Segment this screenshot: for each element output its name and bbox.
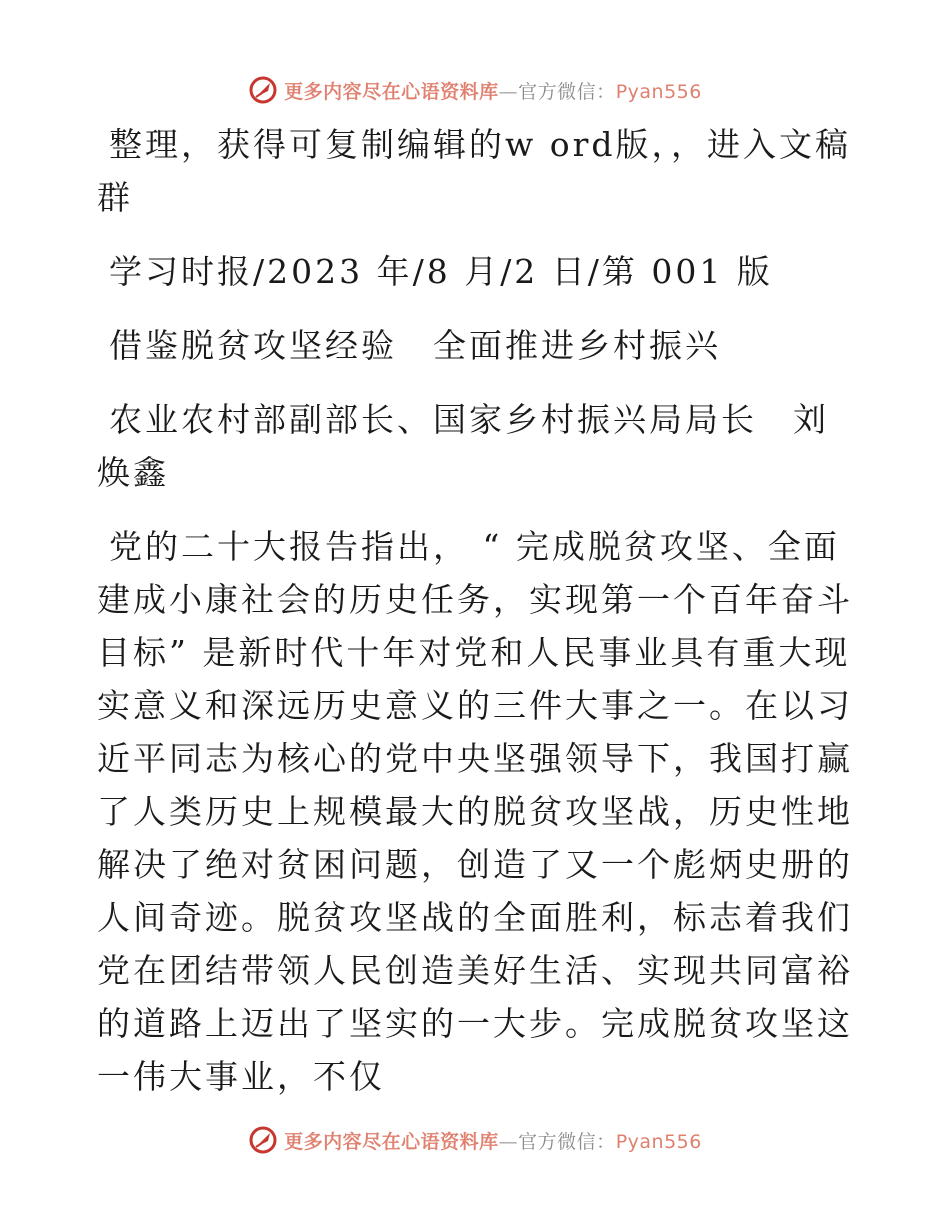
quill-logo-icon bbox=[248, 1125, 278, 1155]
watermark-wechat-id: Pyan556 bbox=[615, 80, 702, 103]
intro-paragraph: 整理，获得可复制编辑的w ord版，，进入文稿群 bbox=[97, 125, 852, 217]
body-paragraph: 党的二十大报告指出， “ 完成脱贫攻坚、全面建成小康社会的历史任务，实现第一个百年奋斗目标” 是新时代十年对党和人民事业具有重大现实意义和深远历史意义的三件大事之一。在以习近平同志为核心的党中央坚强领导下，我国打赢了人类历史上规模最大的脱贫攻坚战，历史性地解决了绝对贫困问题，创造了又一个彪炳史册的人间奇迹。脱贫攻坚战的全面胜利，标志着我们党在团结带领人民创造美好生活、实现共同富裕的道路上迈出了坚实的一大步。完成脱贫攻坚这一伟大事业，不仅 bbox=[97, 527, 853, 1096]
watermark-text bbox=[284, 77, 702, 104]
author-line: 农业农村部副部长、国家乡村振兴局局长 刘焕鑫 bbox=[97, 400, 829, 492]
source-line: 学习时报/2023 年/8 月/2 日/第 001 版 bbox=[109, 252, 773, 291]
quill-logo-icon bbox=[248, 75, 278, 105]
watermark-banner-bottom bbox=[0, 1120, 950, 1160]
watermark-wechat-id: Pyan556 bbox=[615, 1130, 702, 1153]
article-title: 借鉴脱贫攻坚经验 全面推进乡村振兴 bbox=[109, 326, 721, 365]
document-content bbox=[97, 118, 857, 1103]
watermark-brand: 更多内容尽在心语资料库 bbox=[284, 1130, 499, 1153]
watermark-official: 官方微信： bbox=[518, 1130, 616, 1153]
watermark-brand: 更多内容尽在心语资料库 bbox=[284, 80, 499, 103]
watermark-separator: — bbox=[498, 80, 519, 103]
watermark-banner-top bbox=[0, 70, 950, 110]
watermark-text bbox=[284, 1127, 702, 1154]
watermark-official: 官方微信： bbox=[518, 80, 616, 103]
watermark-separator: — bbox=[498, 1130, 519, 1153]
